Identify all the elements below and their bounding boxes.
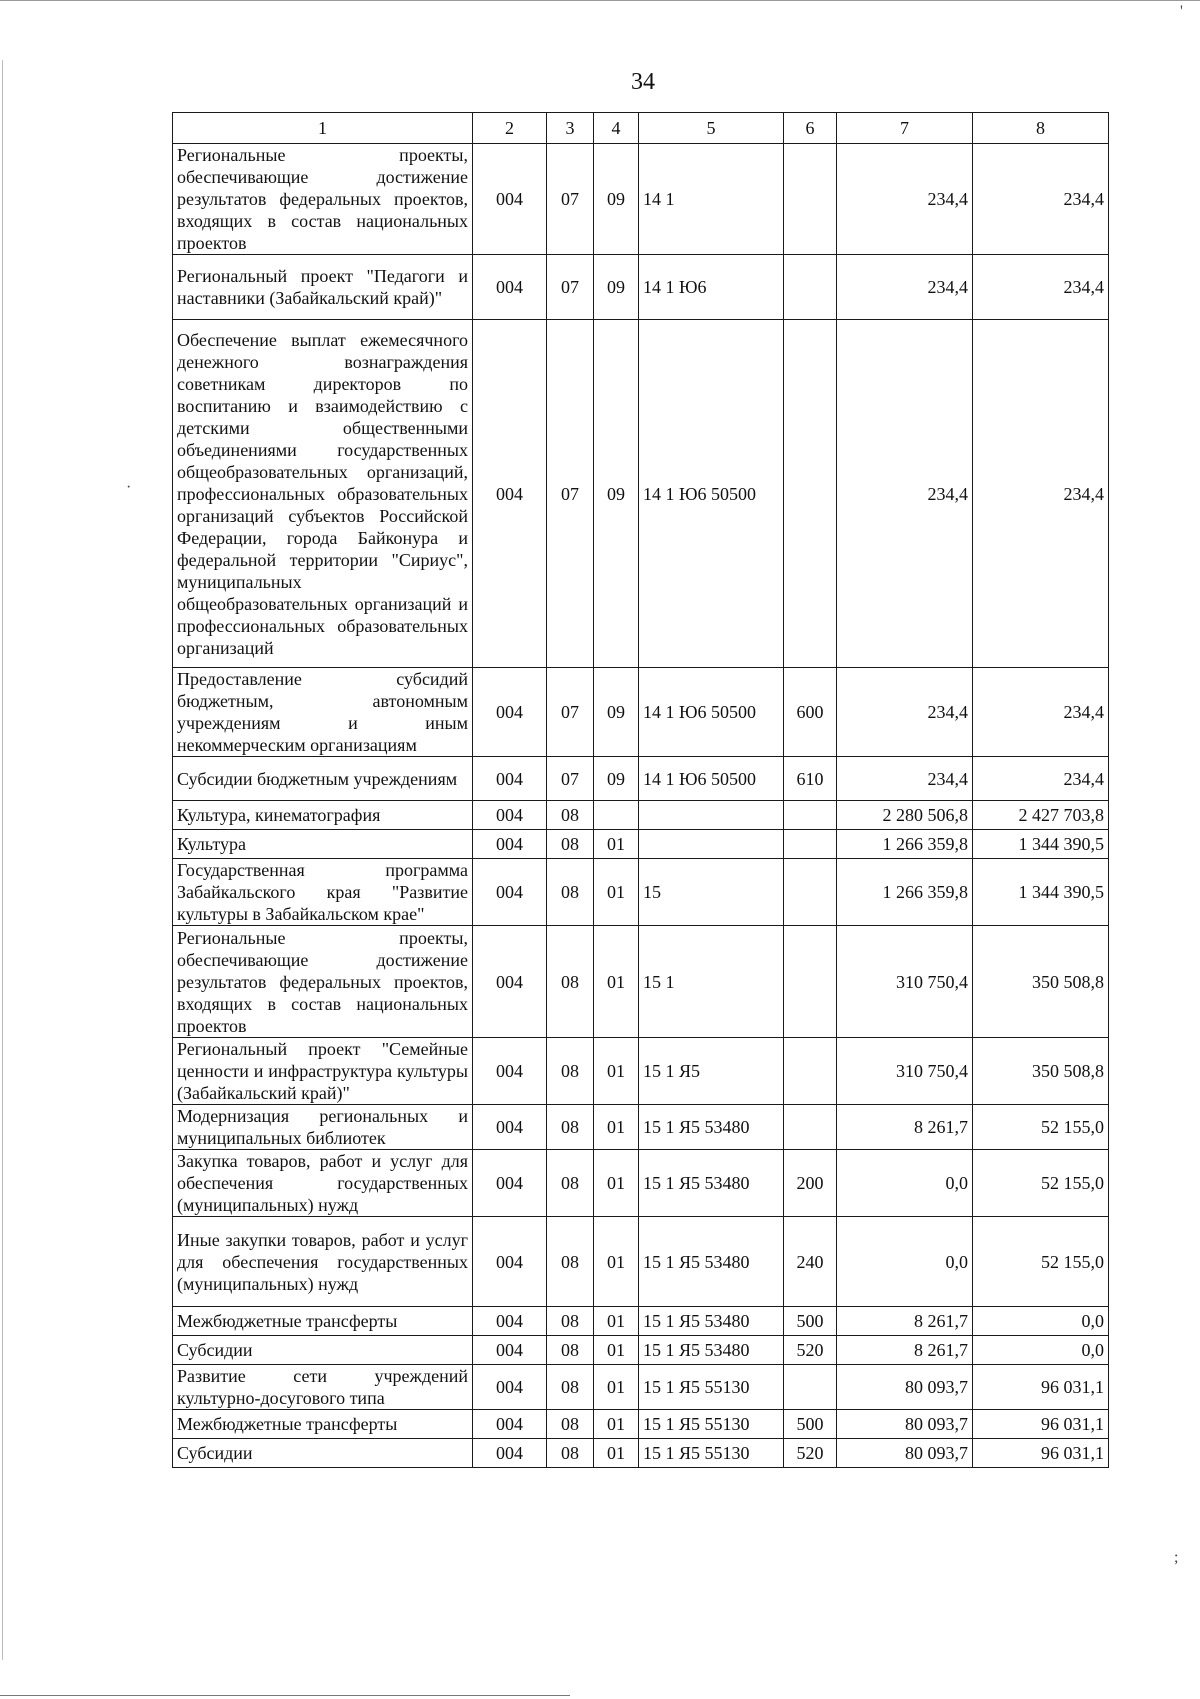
row-name-cell: Региональный проект "Педагоги и наставники (Забайкальский край)" bbox=[173, 255, 473, 320]
scan-speck: ; bbox=[1174, 1549, 1179, 1566]
row-admin-code-cell: 004 bbox=[473, 144, 547, 255]
row-expense-type-cell: 240 bbox=[784, 1217, 837, 1307]
column-header: 1 bbox=[173, 113, 473, 144]
row-target-article-cell: 15 1 Я5 53480 bbox=[639, 1105, 784, 1150]
row-expense-type-cell bbox=[784, 859, 837, 926]
row-expense-type-cell bbox=[784, 255, 837, 320]
row-target-article-cell: 14 1 Ю6 50500 bbox=[639, 320, 784, 668]
row-admin-code-cell: 004 bbox=[473, 1365, 547, 1410]
row-section-cell: 08 bbox=[547, 926, 594, 1038]
row-amount-year2-cell: 350 508,8 bbox=[973, 1038, 1109, 1105]
row-expense-type-cell bbox=[784, 1105, 837, 1150]
row-subsection-cell bbox=[594, 801, 639, 830]
row-expense-type-cell bbox=[784, 926, 837, 1038]
row-subsection-cell: 01 bbox=[594, 1410, 639, 1439]
table-row bbox=[173, 1336, 1109, 1365]
row-admin-code-cell: 004 bbox=[473, 1336, 547, 1365]
row-amount-year2-cell: 52 155,0 bbox=[973, 1105, 1109, 1150]
row-amount-year1-cell: 0,0 bbox=[837, 1150, 973, 1217]
page-number: 34 bbox=[631, 69, 655, 95]
column-header: 3 bbox=[547, 113, 594, 144]
row-target-article-cell: 15 bbox=[639, 859, 784, 926]
row-amount-year1-cell: 80 093,7 bbox=[837, 1365, 973, 1410]
table-row bbox=[173, 668, 1109, 757]
table-header-row bbox=[173, 113, 1109, 144]
row-subsection-cell: 01 bbox=[594, 1365, 639, 1410]
row-subsection-cell: 09 bbox=[594, 668, 639, 757]
row-name-cell: Субсидии bbox=[173, 1439, 473, 1468]
row-subsection-cell: 01 bbox=[594, 1307, 639, 1336]
row-subsection-cell: 01 bbox=[594, 830, 639, 859]
row-section-cell: 08 bbox=[547, 1439, 594, 1468]
row-target-article-cell bbox=[639, 830, 784, 859]
table-row bbox=[173, 1217, 1109, 1307]
row-subsection-cell: 01 bbox=[594, 1150, 639, 1217]
row-expense-type-cell: 500 bbox=[784, 1410, 837, 1439]
row-section-cell: 08 bbox=[547, 801, 594, 830]
row-admin-code-cell: 004 bbox=[473, 668, 547, 757]
row-expense-type-cell: 200 bbox=[784, 1150, 837, 1217]
row-amount-year2-cell: 96 031,1 bbox=[973, 1410, 1109, 1439]
row-subsection-cell: 01 bbox=[594, 1105, 639, 1150]
table-row bbox=[173, 1105, 1109, 1150]
row-admin-code-cell: 004 bbox=[473, 859, 547, 926]
row-name-cell: Межбюджетные трансферты bbox=[173, 1307, 473, 1336]
row-subsection-cell: 09 bbox=[594, 144, 639, 255]
row-expense-type-cell bbox=[784, 1365, 837, 1410]
row-expense-type-cell bbox=[784, 144, 837, 255]
row-subsection-cell: 01 bbox=[594, 926, 639, 1038]
column-header: 2 bbox=[473, 113, 547, 144]
row-section-cell: 08 bbox=[547, 830, 594, 859]
column-header: 6 bbox=[784, 113, 837, 144]
table-row bbox=[173, 320, 1109, 668]
table-row bbox=[173, 1150, 1109, 1217]
row-expense-type-cell: 520 bbox=[784, 1336, 837, 1365]
row-section-cell: 08 bbox=[547, 1410, 594, 1439]
row-section-cell: 08 bbox=[547, 1217, 594, 1307]
row-section-cell: 07 bbox=[547, 757, 594, 801]
row-admin-code-cell: 004 bbox=[473, 830, 547, 859]
row-target-article-cell: 15 1 bbox=[639, 926, 784, 1038]
scan-speck: · bbox=[126, 479, 132, 496]
scan-edge-top bbox=[0, 0, 1200, 4]
row-name-cell: Региональные проекты, обеспечивающие достижение результатов федеральных проектов, входящих в состав национальных проектов bbox=[173, 926, 473, 1038]
row-amount-year2-cell: 52 155,0 bbox=[973, 1217, 1109, 1307]
column-header: 8 bbox=[973, 113, 1109, 144]
scan-edge-left bbox=[2, 60, 3, 1660]
table-row bbox=[173, 757, 1109, 801]
row-admin-code-cell: 004 bbox=[473, 1150, 547, 1217]
row-section-cell: 07 bbox=[547, 255, 594, 320]
row-amount-year1-cell: 80 093,7 bbox=[837, 1439, 973, 1468]
row-expense-type-cell: 600 bbox=[784, 668, 837, 757]
row-section-cell: 07 bbox=[547, 668, 594, 757]
column-header: 5 bbox=[639, 113, 784, 144]
row-target-article-cell: 15 1 Я5 53480 bbox=[639, 1150, 784, 1217]
row-expense-type-cell: 500 bbox=[784, 1307, 837, 1336]
row-name-cell: Развитие сети учреждений культурно-досугового типа bbox=[173, 1365, 473, 1410]
row-amount-year1-cell: 0,0 bbox=[837, 1217, 973, 1307]
row-admin-code-cell: 004 bbox=[473, 926, 547, 1038]
row-expense-type-cell: 520 bbox=[784, 1439, 837, 1468]
row-expense-type-cell bbox=[784, 801, 837, 830]
row-target-article-cell: 14 1 Ю6 50500 bbox=[639, 668, 784, 757]
row-target-article-cell: 15 1 Я5 55130 bbox=[639, 1365, 784, 1410]
row-admin-code-cell: 004 bbox=[473, 255, 547, 320]
table-body bbox=[173, 144, 1109, 1468]
row-admin-code-cell: 004 bbox=[473, 1439, 547, 1468]
table-row bbox=[173, 255, 1109, 320]
row-name-cell: Региональные проекты, обеспечивающие достижение результатов федеральных проектов, входящих в состав национальных проектов bbox=[173, 144, 473, 255]
row-admin-code-cell: 004 bbox=[473, 320, 547, 668]
table-row bbox=[173, 859, 1109, 926]
row-target-article-cell: 15 1 Я5 53480 bbox=[639, 1217, 784, 1307]
row-amount-year2-cell: 1 344 390,5 bbox=[973, 830, 1109, 859]
row-amount-year1-cell: 234,4 bbox=[837, 144, 973, 255]
row-amount-year1-cell: 1 266 359,8 bbox=[837, 830, 973, 859]
row-name-cell: Обеспечение выплат ежемесячного денежного вознаграждения советникам директоров по воспитанию и взаимодействию с детскими общественными объединениями государственных общеобразовательных организаций, профессиональных образовательных организаций субъектов Российской Федерации, города Байконура и федеральной территории "Сириус", муниципальных общеобразовательных организаций и профессиональных образовательных организаций bbox=[173, 320, 473, 668]
table-row bbox=[173, 926, 1109, 1038]
row-amount-year1-cell: 8 261,7 bbox=[837, 1336, 973, 1365]
row-section-cell: 08 bbox=[547, 1365, 594, 1410]
row-name-cell: Субсидии бюджетным учреждениям bbox=[173, 757, 473, 801]
row-name-cell: Закупка товаров, работ и услуг для обеспечения государственных (муниципальных) нужд bbox=[173, 1150, 473, 1217]
row-section-cell: 08 bbox=[547, 1038, 594, 1105]
row-subsection-cell: 01 bbox=[594, 1336, 639, 1365]
column-header: 4 bbox=[594, 113, 639, 144]
row-amount-year1-cell: 310 750,4 bbox=[837, 926, 973, 1038]
row-admin-code-cell: 004 bbox=[473, 1410, 547, 1439]
row-amount-year1-cell: 80 093,7 bbox=[837, 1410, 973, 1439]
scan-speck: ' bbox=[1180, 3, 1183, 20]
row-name-cell: Региональный проект "Семейные ценности и инфраструктура культуры (Забайкальский край)" bbox=[173, 1038, 473, 1105]
row-target-article-cell: 15 1 Я5 55130 bbox=[639, 1410, 784, 1439]
row-amount-year1-cell: 234,4 bbox=[837, 320, 973, 668]
row-expense-type-cell bbox=[784, 320, 837, 668]
row-admin-code-cell: 004 bbox=[473, 1105, 547, 1150]
row-amount-year1-cell: 2 280 506,8 bbox=[837, 801, 973, 830]
row-admin-code-cell: 004 bbox=[473, 757, 547, 801]
row-name-cell: Культура bbox=[173, 830, 473, 859]
table-row bbox=[173, 1439, 1109, 1468]
table-row bbox=[173, 1365, 1109, 1410]
row-amount-year1-cell: 310 750,4 bbox=[837, 1038, 973, 1105]
row-expense-type-cell: 610 bbox=[784, 757, 837, 801]
row-name-cell: Предоставление субсидий бюджетным, автономным учреждениям и иным некоммерческим организациям bbox=[173, 668, 473, 757]
row-amount-year2-cell: 0,0 bbox=[973, 1307, 1109, 1336]
row-amount-year1-cell: 1 266 359,8 bbox=[837, 859, 973, 926]
row-target-article-cell: 15 1 Я5 bbox=[639, 1038, 784, 1105]
row-admin-code-cell: 004 bbox=[473, 1217, 547, 1307]
row-name-cell: Модернизация региональных и муниципальных библиотек bbox=[173, 1105, 473, 1150]
row-amount-year2-cell: 0,0 bbox=[973, 1336, 1109, 1365]
row-name-cell: Межбюджетные трансферты bbox=[173, 1410, 473, 1439]
row-name-cell: Государственная программа Забайкальского края "Развитие культуры в Забайкальском крае" bbox=[173, 859, 473, 926]
row-target-article-cell: 14 1 Ю6 bbox=[639, 255, 784, 320]
row-expense-type-cell bbox=[784, 830, 837, 859]
row-subsection-cell: 01 bbox=[594, 1038, 639, 1105]
budget-table bbox=[172, 112, 1109, 1468]
row-admin-code-cell: 004 bbox=[473, 801, 547, 830]
table-row bbox=[173, 1038, 1109, 1105]
row-target-article-cell: 15 1 Я5 55130 bbox=[639, 1439, 784, 1468]
row-expense-type-cell bbox=[784, 1038, 837, 1105]
row-name-cell: Культура, кинематография bbox=[173, 801, 473, 830]
row-amount-year2-cell: 234,4 bbox=[973, 320, 1109, 668]
column-header: 7 bbox=[837, 113, 973, 144]
row-subsection-cell: 09 bbox=[594, 320, 639, 668]
row-amount-year1-cell: 234,4 bbox=[837, 757, 973, 801]
row-amount-year2-cell: 96 031,1 bbox=[973, 1365, 1109, 1410]
row-section-cell: 08 bbox=[547, 1336, 594, 1365]
row-subsection-cell: 01 bbox=[594, 1439, 639, 1468]
row-section-cell: 08 bbox=[547, 1150, 594, 1217]
row-admin-code-cell: 004 bbox=[473, 1038, 547, 1105]
row-name-cell: Иные закупки товаров, работ и услуг для обеспечения государственных (муниципальных) нужд bbox=[173, 1217, 473, 1307]
row-target-article-cell: 14 1 Ю6 50500 bbox=[639, 757, 784, 801]
row-amount-year2-cell: 350 508,8 bbox=[973, 926, 1109, 1038]
row-amount-year2-cell: 234,4 bbox=[973, 144, 1109, 255]
row-amount-year2-cell: 234,4 bbox=[973, 757, 1109, 801]
row-target-article-cell: 15 1 Я5 53480 bbox=[639, 1336, 784, 1365]
row-subsection-cell: 09 bbox=[594, 255, 639, 320]
table-row bbox=[173, 1307, 1109, 1336]
row-amount-year2-cell: 234,4 bbox=[973, 255, 1109, 320]
row-section-cell: 08 bbox=[547, 1105, 594, 1150]
scan-edge-bottom bbox=[0, 1695, 570, 1696]
row-amount-year1-cell: 234,4 bbox=[837, 255, 973, 320]
table-row bbox=[173, 830, 1109, 859]
row-amount-year2-cell: 2 427 703,8 bbox=[973, 801, 1109, 830]
row-target-article-cell: 15 1 Я5 53480 bbox=[639, 1307, 784, 1336]
table-row bbox=[173, 1410, 1109, 1439]
row-section-cell: 08 bbox=[547, 1307, 594, 1336]
row-amount-year1-cell: 8 261,7 bbox=[837, 1307, 973, 1336]
row-amount-year2-cell: 52 155,0 bbox=[973, 1150, 1109, 1217]
row-target-article-cell: 14 1 bbox=[639, 144, 784, 255]
row-amount-year1-cell: 8 261,7 bbox=[837, 1105, 973, 1150]
row-target-article-cell bbox=[639, 801, 784, 830]
row-amount-year2-cell: 1 344 390,5 bbox=[973, 859, 1109, 926]
table-row bbox=[173, 801, 1109, 830]
row-section-cell: 07 bbox=[547, 144, 594, 255]
row-name-cell: Субсидии bbox=[173, 1336, 473, 1365]
row-amount-year2-cell: 234,4 bbox=[973, 668, 1109, 757]
row-amount-year2-cell: 96 031,1 bbox=[973, 1439, 1109, 1468]
row-section-cell: 08 bbox=[547, 859, 594, 926]
table-row bbox=[173, 144, 1109, 255]
row-subsection-cell: 09 bbox=[594, 757, 639, 801]
row-subsection-cell: 01 bbox=[594, 1217, 639, 1307]
row-amount-year1-cell: 234,4 bbox=[837, 668, 973, 757]
row-subsection-cell: 01 bbox=[594, 859, 639, 926]
row-section-cell: 07 bbox=[547, 320, 594, 668]
row-admin-code-cell: 004 bbox=[473, 1307, 547, 1336]
